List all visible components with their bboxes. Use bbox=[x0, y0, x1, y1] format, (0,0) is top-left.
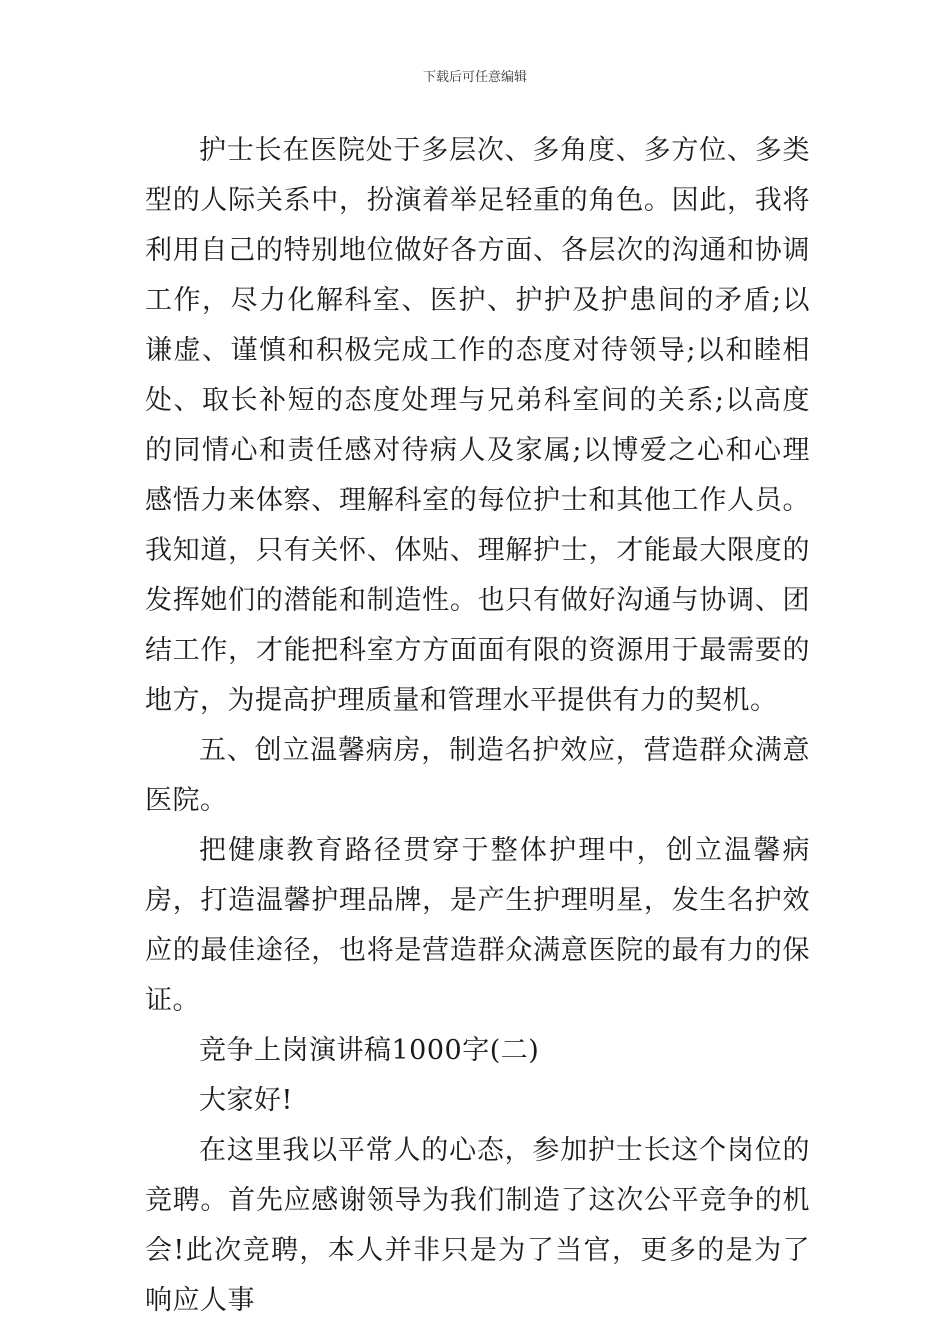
paragraph-communication: 护士长在医院处于多层次、多角度、多方位、多类型的人际关系中，扮演着举足轻重的角色。因此，我将利用自己的特别地位做好各方面、各层次的沟通和协调工作，尽力化解科室、医护、护护及护患间的矛盾;以谦虚、谨慎和积极完成工作的态度对待领导;以和睦相处、取长补短的态度处理与兄弟科室间的关系;以高度的同情心和责任感对待病人及家属;以博爱之心和心理感悟力来体察、理解科室的每位护士和其他工作人员。我知道，只有关怀、体贴、理解护士，才能最大限度的发挥她们的潜能和制造性。也只有做好沟通与协调、团结工作，才能把科室方方面面有限的资源用于最需要的地方，为提高护理质量和管理水平提供有力的契机。 bbox=[145, 135, 810, 716]
greeting: 大家好! bbox=[199, 1085, 293, 1116]
paragraph-section-five-heading: 五、创立温馨病房，制造名护效应，营造群众满意医院。 bbox=[145, 735, 810, 816]
document-body bbox=[145, 126, 810, 1326]
paragraph-health-education: 把健康教育路径贯穿于整体护理中，创立温馨病房，打造温馨护理品牌，是产生护理明星，发生名护效应的最佳途径，也将是营造群众满意医院的最有力的保证。 bbox=[145, 835, 810, 1016]
speech-title: 竞争上岗演讲稿1000字(二) bbox=[199, 1035, 540, 1066]
page-header: 下载后可任意编辑 bbox=[422, 70, 527, 85]
paragraph-opening: 在这里我以平常人的心态，参加护士长这个岗位的竞聘。首先应感谢领导为我们制造了这次公平竞争的机会!此次竞聘，本人并非只是为了当官，更多的是为了响应人事 bbox=[145, 1135, 810, 1316]
